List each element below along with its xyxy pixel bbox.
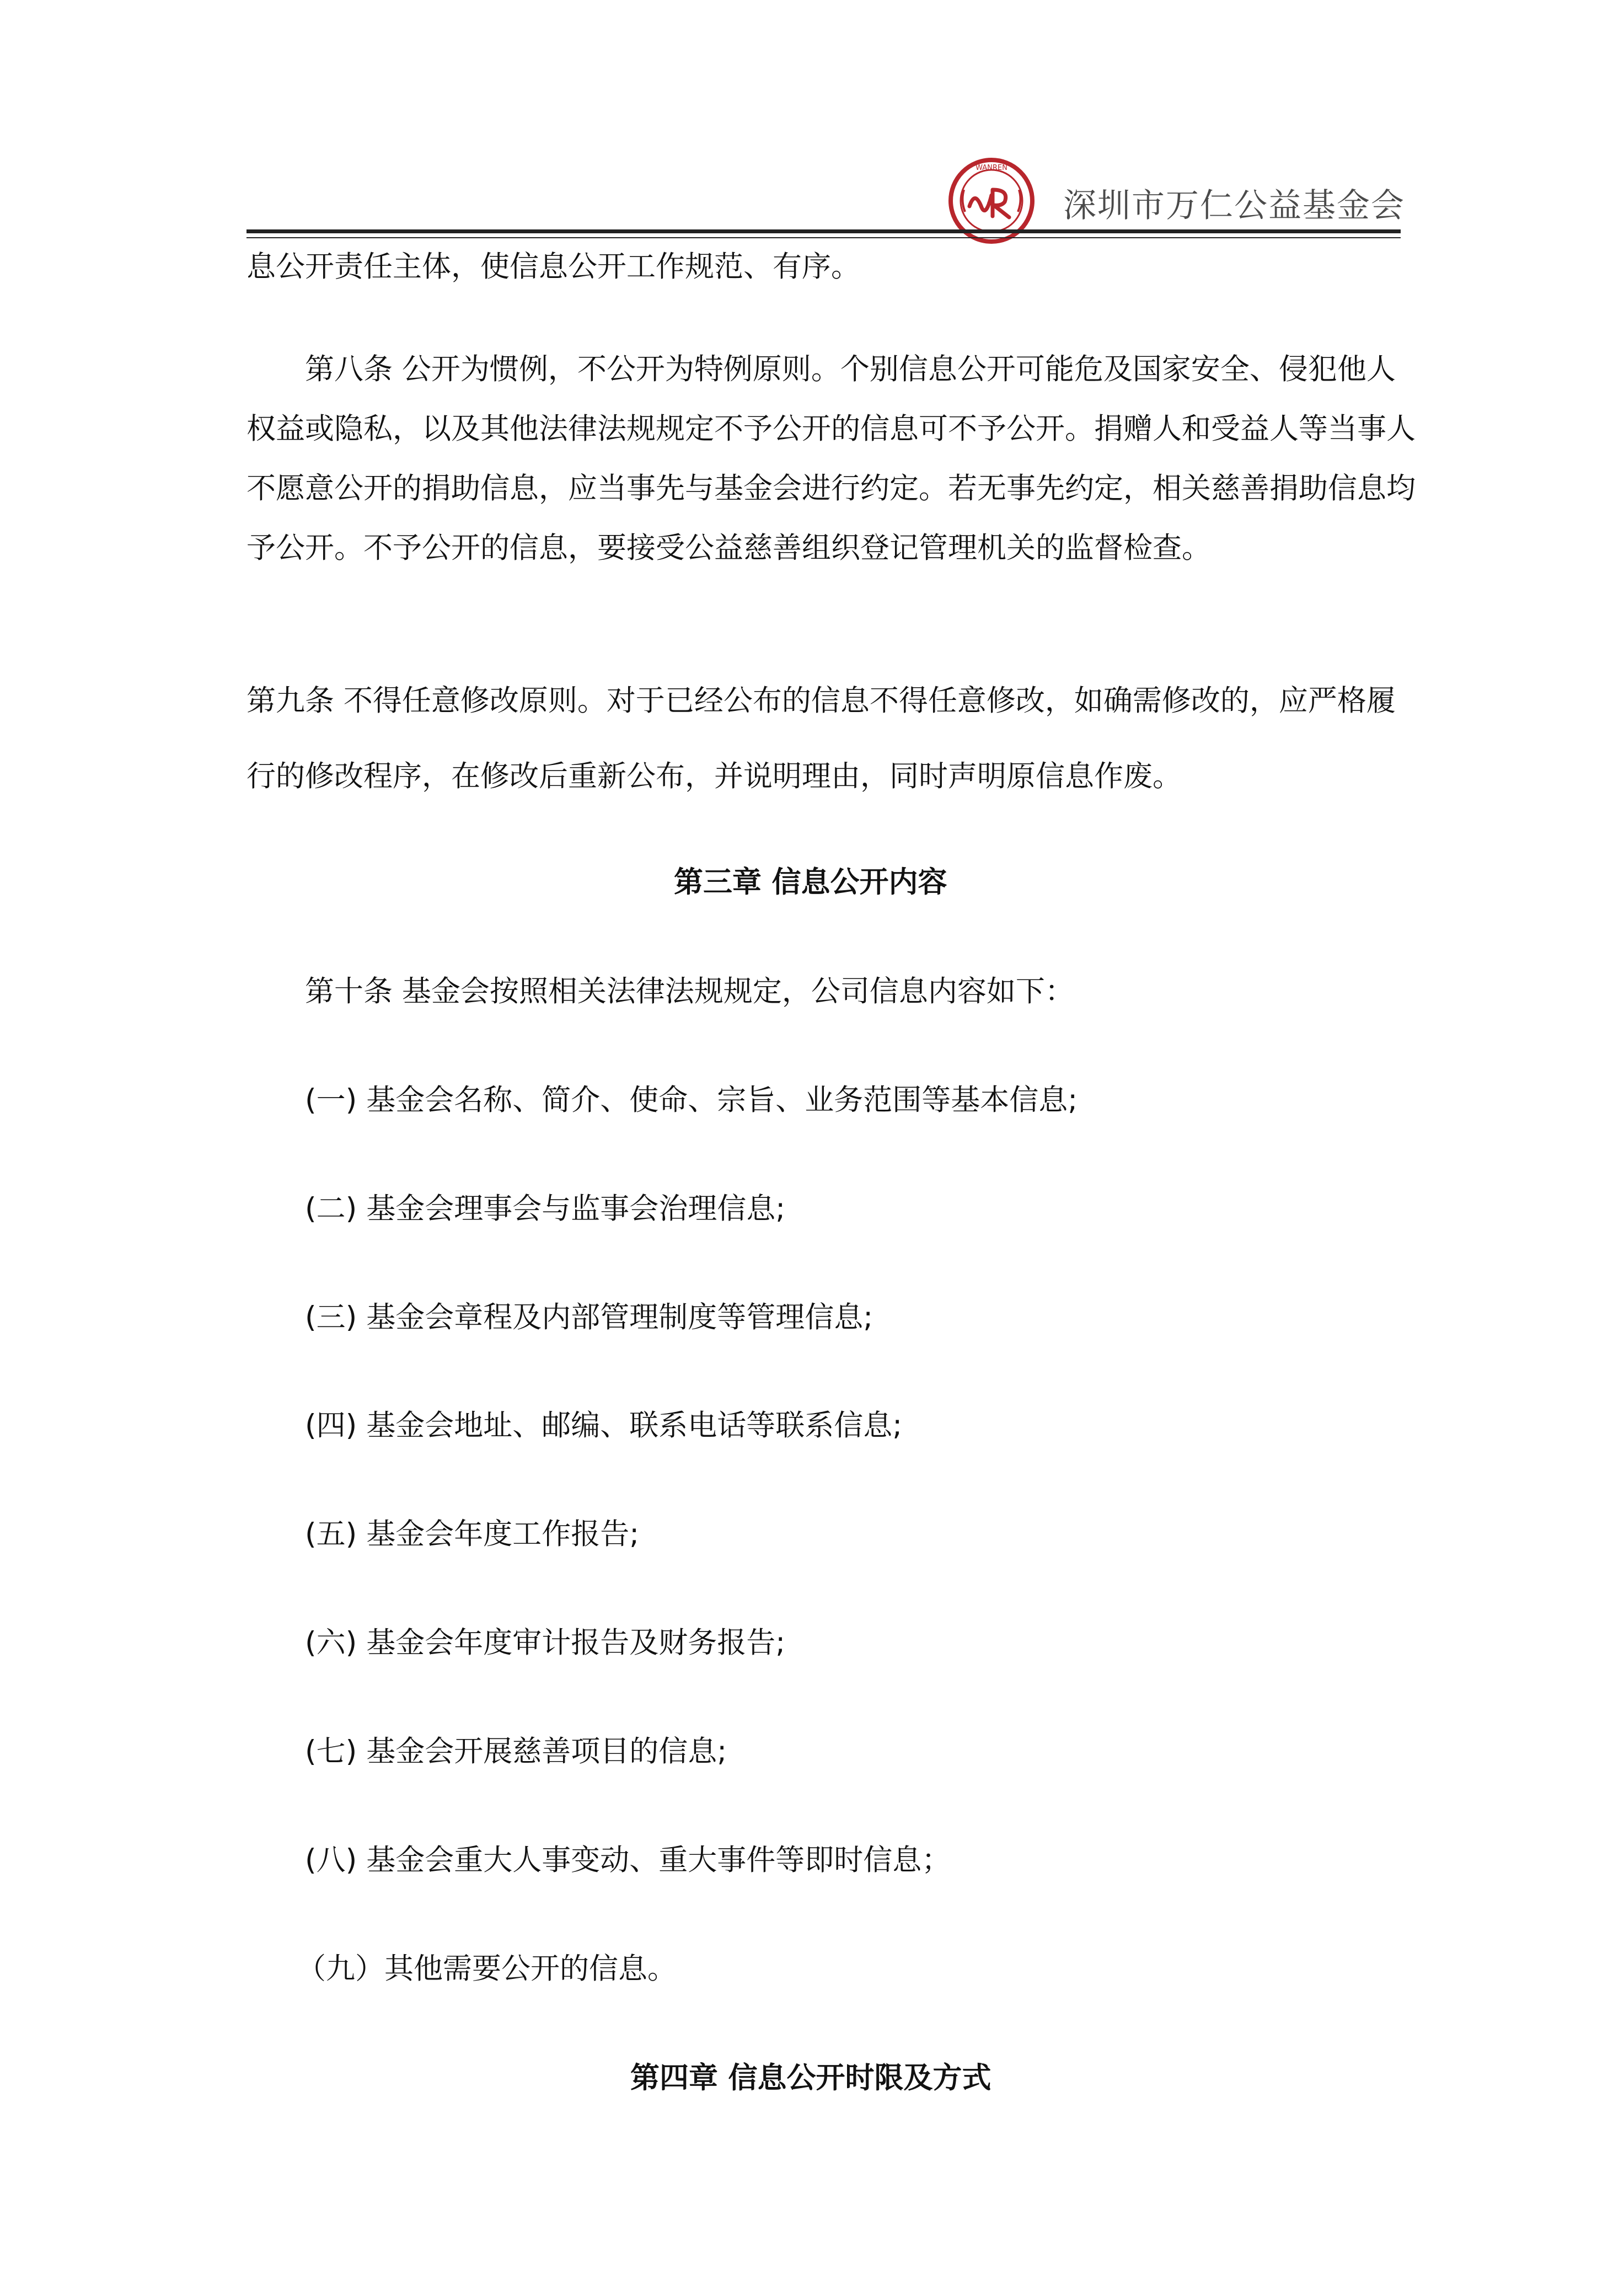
list-item: (四) 基金会地址、邮编、联系电话等联系信息;: [305, 1409, 903, 1442]
article-9-line-1: 第九条 不得任意修改原则。对于已经公布的信息不得任意修改，如确需修改的，应严格履: [246, 684, 1396, 718]
list-item: (八) 基金会重大人事变动、重大事件等即时信息；: [305, 1843, 951, 1877]
list-item: （九）其他需要公开的信息。: [297, 1952, 677, 1986]
chapter-3-heading: 第三章 信息公开内容: [674, 865, 947, 899]
header-rule: [246, 229, 1401, 233]
list-item: (三) 基金会章程及内部管理制度等管理信息;: [305, 1301, 873, 1334]
article-8-line-1: 第八条 公开为惯例，不公开为特例原则。个别信息公开可能危及国家安全、侵犯他人: [305, 352, 1396, 386]
continued-line: 息公开责任主体，使信息公开工作规范、有序。: [246, 250, 860, 283]
chapter-4-heading: 第四章 信息公开时限及方式: [630, 2061, 991, 2095]
logo-ring-text: WANREN: [976, 164, 1007, 172]
list-item: (六) 基金会年度审计报告及财务报告;: [305, 1626, 786, 1660]
article-9-line-2: 行的修改程序，在修改后重新公布，并说明理由，同时声明原信息作废。: [246, 759, 1182, 793]
article-8-line-3: 不愿意公开的捐助信息，应当事先与基金会进行约定。若无事先约定，相关慈善捐助信息均: [246, 472, 1416, 505]
header-org-name: 深圳市万仁公益基金会: [1063, 186, 1405, 225]
list-item: (二) 基金会理事会与监事会治理信息;: [305, 1192, 786, 1226]
article-10: 第十条 基金会按照相关法律法规规定，公司信息内容如下：: [305, 975, 1074, 1008]
list-item: (一) 基金会名称、简介、使命、宗旨、业务范围等基本信息;: [305, 1083, 1078, 1117]
list-item: (五) 基金会年度工作报告;: [305, 1517, 640, 1551]
list-item: (七) 基金会开展慈善项目的信息;: [305, 1735, 727, 1768]
header-rule-thin: [246, 237, 1401, 238]
article-8-line-2: 权益或隐私，以及其他法律法规规定不予公开的信息可不予公开。捐赠人和受益人等当事人: [246, 412, 1416, 446]
article-8-line-4: 予公开。不予公开的信息，要接受公益慈善组织登记管理机关的监督检查。: [246, 531, 1211, 565]
